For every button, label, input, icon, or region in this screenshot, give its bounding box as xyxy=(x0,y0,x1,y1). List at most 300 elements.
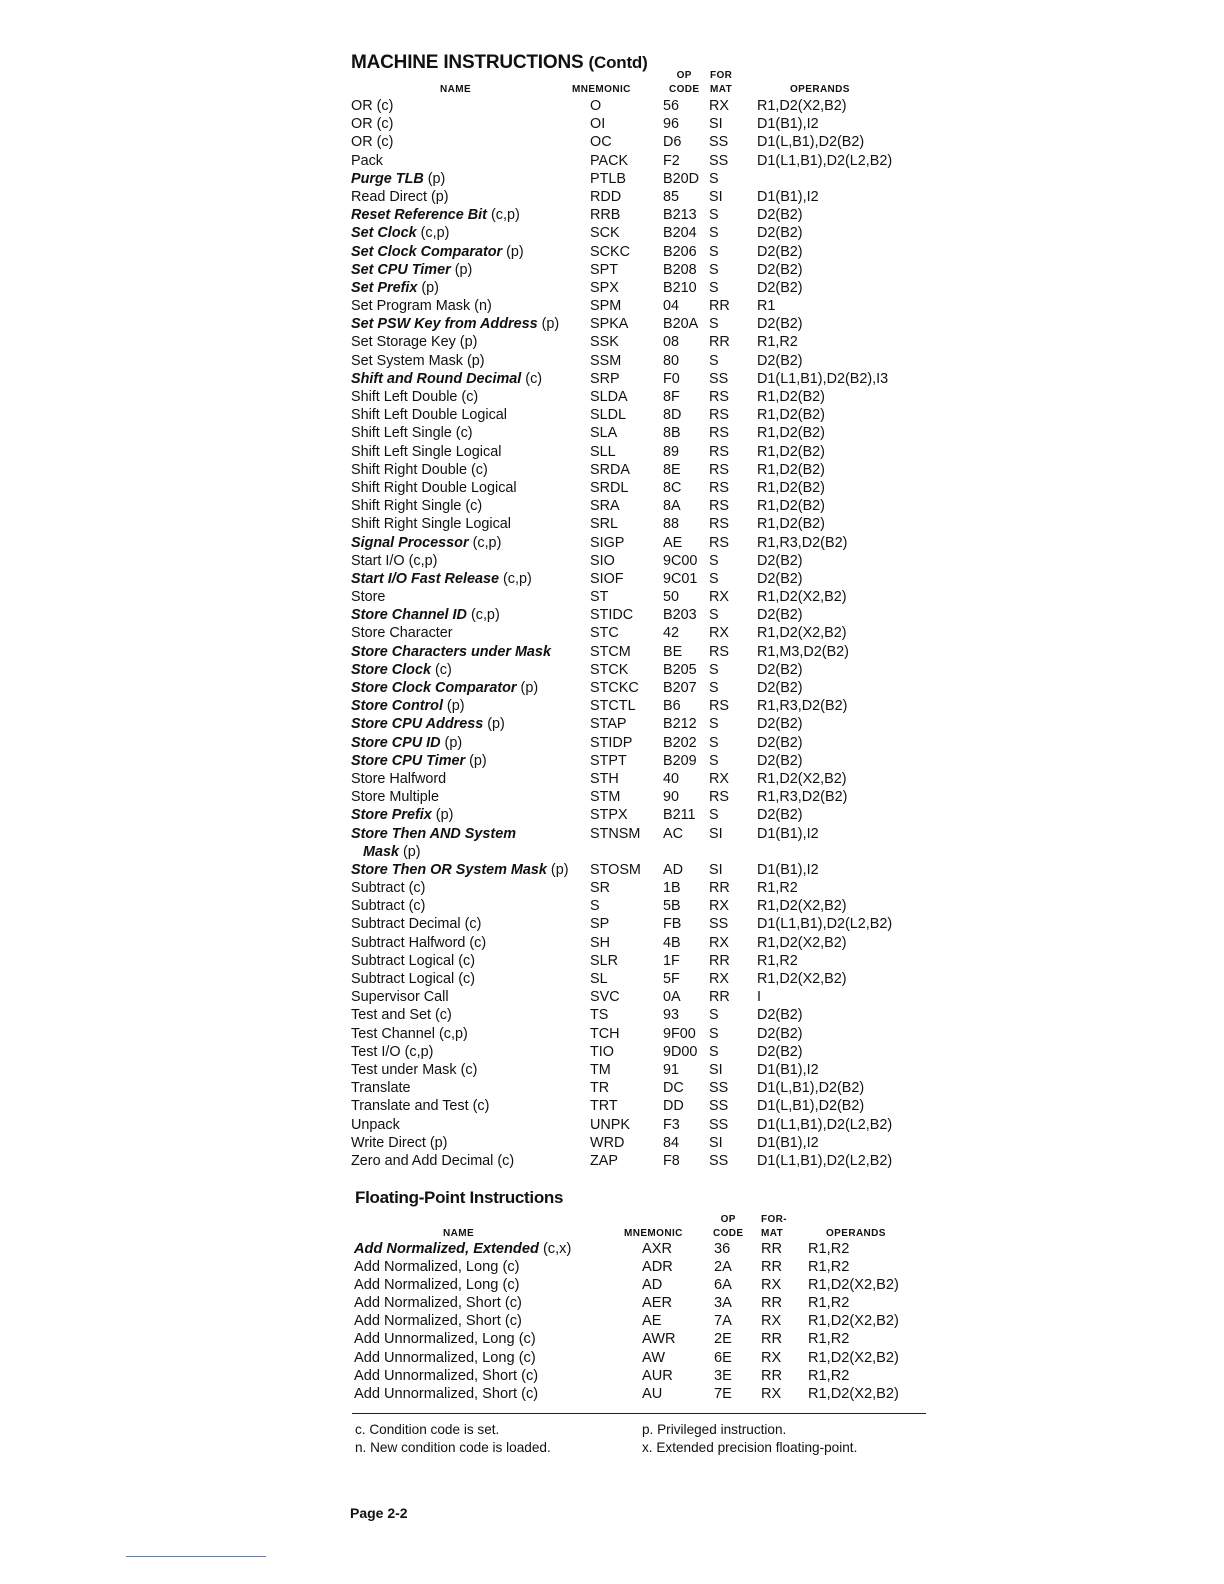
instruction-mnemonic: STCKC xyxy=(590,680,639,696)
instruction-format: SS xyxy=(709,1152,729,1169)
instruction-name-text: Add Normalized, Short xyxy=(354,1295,501,1312)
instruction-operands: D1(B1),I2 xyxy=(757,861,819,878)
instruction-mnemonic: SPX xyxy=(590,279,619,296)
instruction-operands: R1,D2(X2,B2) xyxy=(757,934,847,951)
instruction-format: S xyxy=(709,170,719,187)
instruction-operands: R1,D2(B2) xyxy=(757,461,825,478)
column-header-opcode-line1: OP xyxy=(676,70,692,81)
instruction-operands: D2(B2) xyxy=(757,734,803,751)
instruction-flags: (c) xyxy=(514,1349,536,1366)
instruction-name-text: Set Clock Comparator xyxy=(351,243,503,260)
instruction-name xyxy=(351,825,516,843)
fp-column-header-opcode-line1: OP xyxy=(720,1214,736,1225)
instruction-name xyxy=(351,679,538,697)
instruction-op-code: B20D xyxy=(663,170,699,187)
fp-column-header-mnemonic: MNEMONIC xyxy=(624,1228,683,1239)
instruction-name-text: Add Unnormalized, Short xyxy=(354,1367,518,1384)
instruction-op-code: 4B xyxy=(663,934,681,951)
instruction-name-text: Translate and Test xyxy=(351,1098,469,1115)
table-row xyxy=(0,370,1224,388)
instruction-format: RR xyxy=(709,989,730,1006)
instruction-mnemonic: SLDL xyxy=(590,407,626,424)
instruction-flags: (c,p) xyxy=(468,534,502,551)
instruction-operands: R1,R3,D2(B2) xyxy=(757,534,848,551)
instruction-name-text: Shift Left Single xyxy=(351,425,452,442)
instruction-mnemonic: AUR xyxy=(642,1367,673,1384)
instruction-name xyxy=(351,443,501,461)
instruction-operands: D1(B1),I2 xyxy=(757,825,819,842)
instruction-op-code: 9C00 xyxy=(663,552,698,569)
instruction-operands: D2(B2) xyxy=(757,552,803,569)
instruction-operands: R1,D2(X2,B2) xyxy=(808,1277,899,1294)
instruction-name xyxy=(351,388,478,406)
instruction-flags: (c) xyxy=(493,1152,515,1169)
instruction-operands: D2(B2) xyxy=(757,261,803,278)
table-row xyxy=(0,952,1224,970)
instruction-operands: R1,R2 xyxy=(808,1295,850,1312)
instruction-name-text: Store Halfword xyxy=(351,770,447,787)
instruction-name xyxy=(351,715,505,733)
table-row xyxy=(0,388,1224,406)
instruction-mnemonic: SIOF xyxy=(590,570,624,587)
instruction-name-text: Read Direct xyxy=(351,188,427,205)
instruction-op-code: 3A xyxy=(714,1295,732,1312)
instruction-flags: (c) xyxy=(514,1331,536,1348)
table-row xyxy=(0,479,1224,497)
instruction-format: RR xyxy=(709,880,730,897)
instruction-operands: D1(L,B1),D2(B2) xyxy=(757,1098,865,1115)
instruction-mnemonic: TR xyxy=(590,1080,610,1097)
instruction-op-code: 2E xyxy=(714,1331,732,1348)
instruction-op-code: D6 xyxy=(663,134,682,151)
instruction-operands: R1,M3,D2(B2) xyxy=(757,643,849,660)
instruction-name-text: OR xyxy=(351,116,373,133)
fp-column-header-format-line1: FOR- xyxy=(761,1214,788,1225)
instruction-name-text: Subtract Logical xyxy=(351,971,455,987)
instruction-op-code: 3E xyxy=(714,1367,732,1384)
instruction-mnemonic: SSK xyxy=(590,334,619,351)
instruction-mnemonic: STPT xyxy=(590,752,627,769)
instruction-format: RR xyxy=(709,952,730,969)
instruction-format: S xyxy=(709,225,719,242)
instruction-operands: R1,D2(B2) xyxy=(757,425,825,442)
column-header-opcode-line2: CODE xyxy=(669,84,700,95)
instruction-operands: R1,D2(B2) xyxy=(757,407,825,424)
instruction-name xyxy=(351,152,383,170)
instruction-name-text: Add Normalized, Short xyxy=(354,1313,501,1330)
instruction-name xyxy=(351,643,551,661)
instruction-flags: (c) xyxy=(500,1313,522,1330)
table-row xyxy=(0,1152,1224,1170)
instruction-name xyxy=(351,424,473,442)
instruction-operands: D2(B2) xyxy=(757,1043,803,1060)
instruction-name-text: Pack xyxy=(351,152,383,169)
instruction-operands: D2(B2) xyxy=(757,570,803,587)
instruction-format: SI xyxy=(709,116,723,133)
instruction-format: S xyxy=(709,261,719,278)
instruction-op-code: 1F xyxy=(663,952,680,969)
instruction-mnemonic: STOSM xyxy=(590,861,641,878)
instruction-name xyxy=(351,624,453,642)
instruction-format: RX xyxy=(761,1349,782,1366)
instruction-name xyxy=(351,988,449,1006)
instruction-format: SI xyxy=(709,1134,723,1151)
table-row xyxy=(0,897,1224,915)
instruction-op-code: 1B xyxy=(663,880,681,897)
table-row xyxy=(0,879,1224,897)
instruction-flags: (p) xyxy=(537,316,560,333)
instruction-name xyxy=(354,1312,522,1330)
instruction-format: RS xyxy=(709,443,729,460)
table-row xyxy=(0,534,1224,552)
instruction-format: SI xyxy=(709,825,723,842)
instruction-name xyxy=(354,1258,519,1276)
instruction-operands: D2(B2) xyxy=(757,316,803,333)
instruction-flags: (c,p) xyxy=(404,552,438,569)
instruction-name xyxy=(351,788,439,806)
table-row xyxy=(0,424,1224,442)
instruction-name xyxy=(351,370,542,388)
instruction-mnemonic: AU xyxy=(642,1385,663,1402)
instruction-flags: (p) xyxy=(399,843,421,860)
instruction-flags: (p) xyxy=(442,698,465,715)
instruction-mnemonic: SLA xyxy=(590,425,618,442)
instruction-name-text: Set Storage Key xyxy=(351,334,456,351)
instruction-operands: R1,D2(X2,B2) xyxy=(757,625,847,642)
table-row xyxy=(0,461,1224,479)
instruction-format: SI xyxy=(709,861,723,878)
instruction-format: RR xyxy=(761,1241,783,1257)
footnote-p: p. Privileged instruction. xyxy=(642,1422,787,1437)
instruction-op-code: BE xyxy=(663,643,683,660)
instruction-name-text: Shift Left Single Logical xyxy=(351,443,502,460)
instruction-mnemonic: AW xyxy=(642,1349,665,1366)
table-row xyxy=(0,606,1224,624)
instruction-op-code: B6 xyxy=(663,698,681,715)
instruction-operands: R1,R2 xyxy=(757,952,798,969)
instruction-flags: (c) xyxy=(461,498,483,515)
instruction-op-code: 42 xyxy=(663,625,680,642)
instruction-op-code: 08 xyxy=(663,334,680,351)
instruction-name xyxy=(351,1134,447,1152)
instruction-flags: (p) xyxy=(431,807,454,824)
instruction-mnemonic: AE xyxy=(642,1313,662,1330)
instruction-format: RX xyxy=(709,934,729,951)
instruction-flags: (c) xyxy=(372,116,394,133)
instruction-operands: D1(B1),I2 xyxy=(757,116,819,133)
instruction-name-text: Store Channel ID xyxy=(351,607,467,624)
instruction-format: RX xyxy=(709,625,729,642)
instruction-operands: R1,D2(B2) xyxy=(757,443,825,460)
instruction-mnemonic: ST xyxy=(590,589,609,606)
table-row xyxy=(0,1276,1224,1294)
instruction-operands: R1,D2(X2,B2) xyxy=(808,1385,899,1402)
column-header-opcode xyxy=(669,69,700,97)
instruction-name-text: Set Clock xyxy=(351,225,417,242)
instruction-name-text: Test and Set xyxy=(351,1007,431,1024)
table-row xyxy=(0,624,1224,642)
table-row xyxy=(0,115,1224,133)
instruction-mnemonic: STAP xyxy=(590,716,627,733)
instruction-mnemonic: STH xyxy=(590,770,619,787)
table-row xyxy=(0,806,1224,824)
instruction-name-text: Supervisor Call xyxy=(351,989,449,1006)
instruction-name-text: Signal Processor xyxy=(351,534,469,551)
bottom-decorative-line xyxy=(126,1556,266,1557)
table-row xyxy=(0,188,1224,206)
table-row xyxy=(0,333,1224,351)
instruction-operands: D1(B1),I2 xyxy=(757,1061,819,1078)
table-row xyxy=(0,406,1224,424)
instruction-name xyxy=(351,770,446,788)
instruction-op-code: DC xyxy=(663,1080,684,1097)
instruction-name-text: Store Then AND System xyxy=(351,825,516,842)
instruction-op-code: 84 xyxy=(663,1134,680,1151)
table-row xyxy=(0,570,1224,588)
instruction-format: S xyxy=(709,316,719,333)
instruction-name xyxy=(351,734,462,752)
table-row xyxy=(0,1258,1224,1276)
instruction-flags: (c) xyxy=(498,1259,520,1276)
instruction-mnemonic: SPM xyxy=(590,298,622,315)
instruction-flags: (p) xyxy=(426,188,449,205)
instruction-op-code: B205 xyxy=(663,661,697,678)
instruction-mnemonic: PACK xyxy=(590,152,629,169)
instruction-op-code: 8D xyxy=(663,407,682,424)
table-row xyxy=(0,224,1224,242)
instruction-operands: D2(B2) xyxy=(757,243,803,260)
instruction-name xyxy=(351,1097,489,1115)
instruction-name xyxy=(351,224,449,242)
instruction-format: RS xyxy=(709,698,729,715)
instruction-name xyxy=(351,1116,400,1134)
instruction-name-text: Start I/O xyxy=(351,552,405,569)
instruction-name-text: OR xyxy=(351,98,373,114)
instruction-format: RX xyxy=(761,1385,782,1402)
instruction-name xyxy=(351,188,449,206)
instruction-flags: (p) xyxy=(440,734,463,751)
instruction-format: RX xyxy=(709,98,729,114)
instruction-name-text: Set CPU Timer xyxy=(351,261,451,278)
instruction-mnemonic: SLR xyxy=(590,952,618,969)
instruction-format: RX xyxy=(761,1313,782,1330)
instruction-op-code: 2A xyxy=(714,1259,732,1276)
instruction-name xyxy=(351,1043,433,1061)
instruction-op-code: AD xyxy=(663,861,683,878)
instruction-name xyxy=(351,206,520,224)
instruction-name-text: Set Program Mask xyxy=(351,298,471,315)
instruction-op-code: DD xyxy=(663,1098,684,1115)
instruction-operands: D2(B2) xyxy=(757,680,803,696)
instruction-name xyxy=(351,952,475,970)
instruction-name-text: Shift and Round Decimal xyxy=(351,370,522,387)
instruction-operands: D1(L1,B1),D2(L2,B2) xyxy=(757,1152,893,1169)
instruction-format: RR xyxy=(761,1259,783,1276)
instruction-name xyxy=(351,1006,452,1024)
instruction-name-text: Subtract Logical xyxy=(351,952,455,969)
instruction-name xyxy=(354,1276,519,1294)
table-row xyxy=(0,970,1224,988)
instruction-format: RS xyxy=(709,789,729,806)
instruction-flags: (p) xyxy=(516,680,539,696)
instruction-name xyxy=(351,461,488,479)
instruction-name xyxy=(351,333,477,351)
instruction-mnemonic: STM xyxy=(590,789,621,806)
instruction-format: RX xyxy=(761,1277,782,1294)
instruction-format: S xyxy=(709,807,719,824)
machine-instruction-table xyxy=(0,97,1224,1170)
instruction-mnemonic: SRDL xyxy=(590,479,629,496)
instruction-name-text: Unpack xyxy=(351,1116,400,1133)
page-title xyxy=(351,52,648,74)
instruction-operands: I xyxy=(757,989,761,1006)
column-header-format-line1: FOR xyxy=(710,70,733,81)
instruction-op-code: 9F00 xyxy=(663,1025,696,1042)
instruction-name xyxy=(351,1025,468,1043)
instruction-format: SS xyxy=(709,152,729,169)
instruction-name xyxy=(354,1330,536,1348)
instruction-flags: (c,p) xyxy=(416,225,450,242)
instruction-op-code: B206 xyxy=(663,243,697,260)
instruction-operands: D2(B2) xyxy=(757,207,803,224)
instruction-operands: D1(L,B1),D2(B2) xyxy=(757,134,865,151)
instruction-flags: (c) xyxy=(521,370,543,387)
instruction-name-text: Shift Right Double xyxy=(351,461,467,478)
instruction-name xyxy=(351,588,385,606)
instruction-mnemonic: SP xyxy=(590,916,610,933)
table-row xyxy=(0,1061,1224,1079)
instruction-format: RX xyxy=(709,971,729,987)
instruction-mnemonic: STIDP xyxy=(590,734,633,751)
instruction-name-text: Store CPU ID xyxy=(351,734,441,751)
footnote-x: x. Extended precision floating-point. xyxy=(642,1440,858,1455)
instruction-name-text: Zero and Add Decimal xyxy=(351,1152,494,1169)
instruction-op-code: 8F xyxy=(663,389,680,405)
instruction-operands: D1(B1),I2 xyxy=(757,188,819,205)
table-row xyxy=(0,697,1224,715)
instruction-op-code: B204 xyxy=(663,225,697,242)
instruction-mnemonic: STCK xyxy=(590,661,629,678)
instruction-op-code: B207 xyxy=(663,680,697,696)
instruction-op-code: AC xyxy=(663,825,683,842)
instruction-flags: (c,p) xyxy=(466,607,500,624)
instruction-mnemonic: ZAP xyxy=(590,1152,618,1169)
instruction-op-code: 8B xyxy=(663,425,681,442)
instruction-format: S xyxy=(709,1043,719,1060)
instruction-flags: (p) xyxy=(450,261,473,278)
instruction-format: SS xyxy=(709,1116,729,1133)
instruction-flags: (c) xyxy=(467,461,488,478)
fp-column-header-name: NAME xyxy=(443,1228,475,1239)
instruction-operands: R1,R2 xyxy=(808,1241,850,1257)
instruction-flags: (c) xyxy=(500,1295,522,1312)
instruction-flags: (p) xyxy=(425,1134,448,1151)
instruction-op-code: 56 xyxy=(663,98,680,114)
instruction-format: S xyxy=(709,607,719,624)
instruction-name-text: Set PSW Key from Address xyxy=(351,316,538,333)
instruction-format: S xyxy=(709,716,719,733)
instruction-op-code: 8A xyxy=(663,498,681,515)
instruction-name-text: Subtract Halfword xyxy=(351,934,466,951)
instruction-mnemonic: SIO xyxy=(590,552,615,569)
instruction-operands: R1,R3,D2(B2) xyxy=(757,698,848,715)
instruction-name-text: Store Then OR System Mask xyxy=(351,861,547,878)
instruction-name-text: Subtract xyxy=(351,880,405,897)
instruction-mnemonic: SIGP xyxy=(590,534,625,551)
instruction-name xyxy=(351,243,524,261)
instruction-op-code: 90 xyxy=(663,789,680,806)
instruction-operands: D2(B2) xyxy=(757,1007,803,1024)
instruction-operands: R1,R2 xyxy=(808,1259,850,1276)
table-row xyxy=(0,788,1224,806)
column-header-format-line2: MAT xyxy=(710,84,733,95)
instruction-flags: (n) xyxy=(470,298,492,315)
instruction-op-code: 88 xyxy=(663,516,680,533)
instruction-name-text: Store xyxy=(351,589,386,606)
instruction-op-code: B213 xyxy=(663,207,697,224)
table-row xyxy=(0,552,1224,570)
instruction-op-code: F3 xyxy=(663,1116,680,1133)
instruction-format: S xyxy=(709,661,719,678)
instruction-name-text: Store CPU Timer xyxy=(351,752,466,769)
column-header-name: NAME xyxy=(440,84,472,95)
fp-column-header-format xyxy=(761,1213,787,1241)
instruction-format: S xyxy=(709,752,719,769)
instruction-operands: R1,D2(X2,B2) xyxy=(808,1349,899,1366)
instruction-op-code: AE xyxy=(663,534,683,551)
instruction-flags: (c) xyxy=(372,134,394,151)
instruction-mnemonic: S xyxy=(590,898,600,915)
column-header-operands: OPERANDS xyxy=(790,84,850,95)
instruction-operands: R1,D2(X2,B2) xyxy=(757,98,847,114)
instruction-name xyxy=(351,133,393,151)
instruction-operands: D2(B2) xyxy=(757,807,803,824)
instruction-flags: (p) xyxy=(502,243,524,260)
instruction-format: RX xyxy=(709,589,729,606)
instruction-op-code: 89 xyxy=(663,443,680,460)
instruction-format: S xyxy=(709,243,719,260)
instruction-name xyxy=(351,752,487,770)
instruction-mnemonic: SVC xyxy=(590,989,620,1006)
instruction-name xyxy=(351,534,501,552)
instruction-mnemonic: SR xyxy=(590,880,610,897)
table-row xyxy=(0,1006,1224,1024)
fp-column-header-opcode-line2: CODE xyxy=(713,1228,744,1239)
column-header-mnemonic: MNEMONIC xyxy=(572,84,631,95)
instruction-name xyxy=(351,297,492,315)
table-row xyxy=(0,1385,1224,1403)
table-row xyxy=(0,715,1224,733)
page-title-suffix: (Contd) xyxy=(588,53,648,72)
instruction-mnemonic: TS xyxy=(590,1007,609,1024)
table-row xyxy=(0,1312,1224,1330)
instruction-op-code: 36 xyxy=(714,1241,731,1257)
instruction-name-text: Shift Right Single xyxy=(351,498,462,515)
instruction-flags: (c) xyxy=(456,1061,478,1078)
instruction-name-text: Add Normalized, Long xyxy=(354,1277,499,1294)
instruction-mnemonic: OC xyxy=(590,134,612,151)
instruction-name xyxy=(351,552,437,570)
instruction-format: RR xyxy=(761,1295,783,1312)
instruction-format: RX xyxy=(709,898,729,915)
instruction-operands: D1(B1),I2 xyxy=(757,1134,819,1151)
instruction-name xyxy=(351,897,425,915)
instruction-flags: (p) xyxy=(546,861,569,878)
instruction-name-text: Add Unnormalized, Short xyxy=(354,1385,518,1402)
instruction-format: RS xyxy=(709,516,729,533)
instruction-flags: (p) xyxy=(462,352,485,369)
instruction-name-text: Start I/O Fast Release xyxy=(351,570,499,587)
